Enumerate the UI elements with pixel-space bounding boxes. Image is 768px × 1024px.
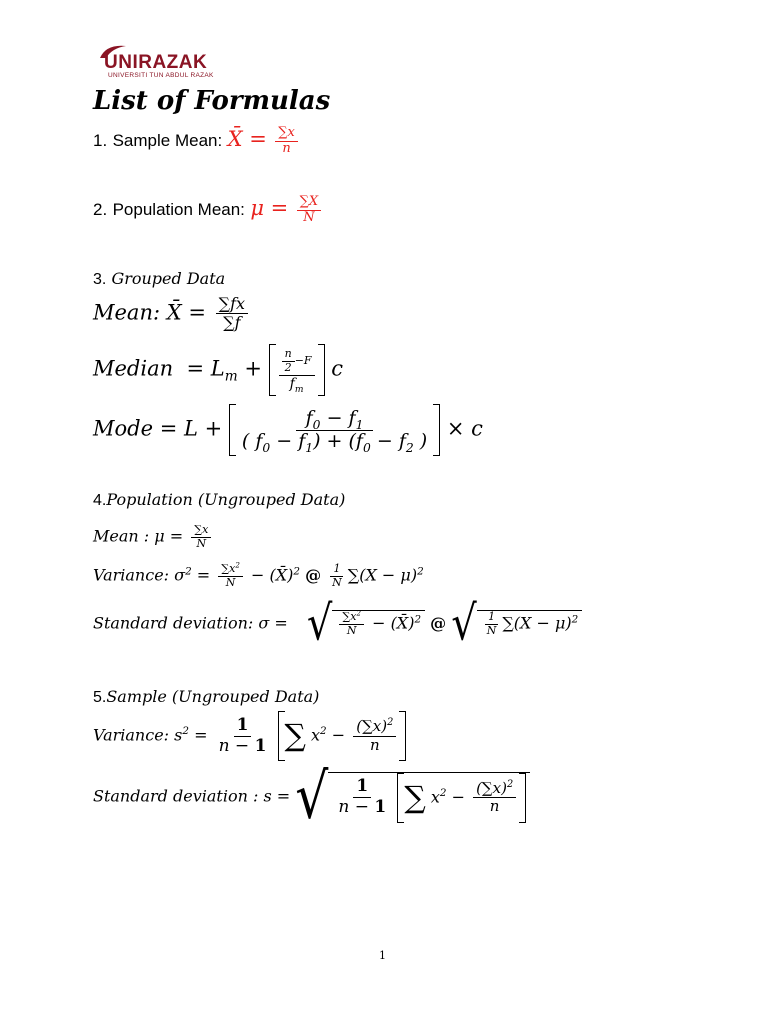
page-number: 1: [379, 949, 386, 962]
item-number: 5.: [93, 689, 107, 706]
item-label: Population Mean:: [112, 199, 245, 219]
section-sample-ungrouped: [93, 687, 319, 707]
formula-pop-sd: Standard deviation: σ = √ $\frac{\sum x^2}{N}$ − (X̄)$^2$ @ √ $\frac{1}{N}$ $\sum(X - \mu)^2$: [93, 604, 582, 644]
page-title: List of Formulas: [93, 86, 331, 116]
formula-label: Median: [93, 356, 174, 381]
item-label: Population (Ungrouped Data): [106, 490, 346, 509]
logo-subtitle: UNIVERSITI TUN ABDUL RAZAK: [108, 72, 214, 79]
unirazak-logo: [96, 42, 226, 78]
formula-pop-mean: Mean : μ = $\frac{\sum x}{N}$: [93, 524, 214, 550]
formula-population-mean: 2. Population Mean: μ = $\frac{\sum X}{N}$: [93, 195, 324, 226]
formula-grouped-mean: Mean: X̄ = $\frac{\sum fx}{\sum f}$: [93, 295, 251, 333]
logo-name: UNIRAZAK: [104, 52, 208, 73]
formula-label: Variance:: [93, 565, 170, 585]
formula-sample-mean: 1. Sample Mean: X̄ = $\frac{\sum x}{n}$: [93, 126, 301, 157]
formula-label: Mean:: [93, 300, 161, 325]
formula-grouped-median: Median = $L_m$ + $\frac{n}{2}$ −F $f_m$ c: [93, 344, 343, 396]
formula-pop-variance: Variance: $\sigma^2$ = $\frac{\sum x^2}{N}$ − (X̄)$^2$ @ $\frac{1}{N}$ $\sum(X - \mu)^2$: [93, 560, 424, 589]
section-population-ungrouped: [93, 490, 345, 510]
formula-label: Standard deviation:: [93, 613, 254, 633]
formula-label: Mode: [93, 416, 154, 441]
item-number: 2.: [93, 199, 108, 219]
item-number: 3.: [93, 271, 107, 288]
formula-label: Standard deviation :: [93, 786, 259, 806]
formula-grouped-mode: Mode = L + $\frac{f_0 - f_1}{( f_0 - f_1) + (f_0 - f_2 )}$ × c: [93, 404, 483, 456]
formula-sample-sd: Standard deviation : s = √ $\frac{1}{n - 1}$ ∑ $x^2$ − $\frac{(\sum x)^2}{n}$: [93, 771, 530, 823]
formula-label: Mean :: [93, 526, 150, 546]
item-label: Grouped Data: [111, 269, 226, 288]
item-label: Sample (Ungrouped Data): [106, 687, 320, 706]
item-label: Sample Mean:: [112, 130, 223, 150]
item-number: 1.: [93, 130, 108, 150]
formula-label: Variance:: [93, 725, 170, 745]
section-grouped-data: [93, 269, 225, 289]
item-number: 4.: [93, 492, 107, 509]
formula-sample-variance: Variance: $s^2$ = $\frac{1}{n - 1}$ ∑ $x^2$ − $\frac{(\sum x)^2}{n}$: [93, 711, 406, 761]
